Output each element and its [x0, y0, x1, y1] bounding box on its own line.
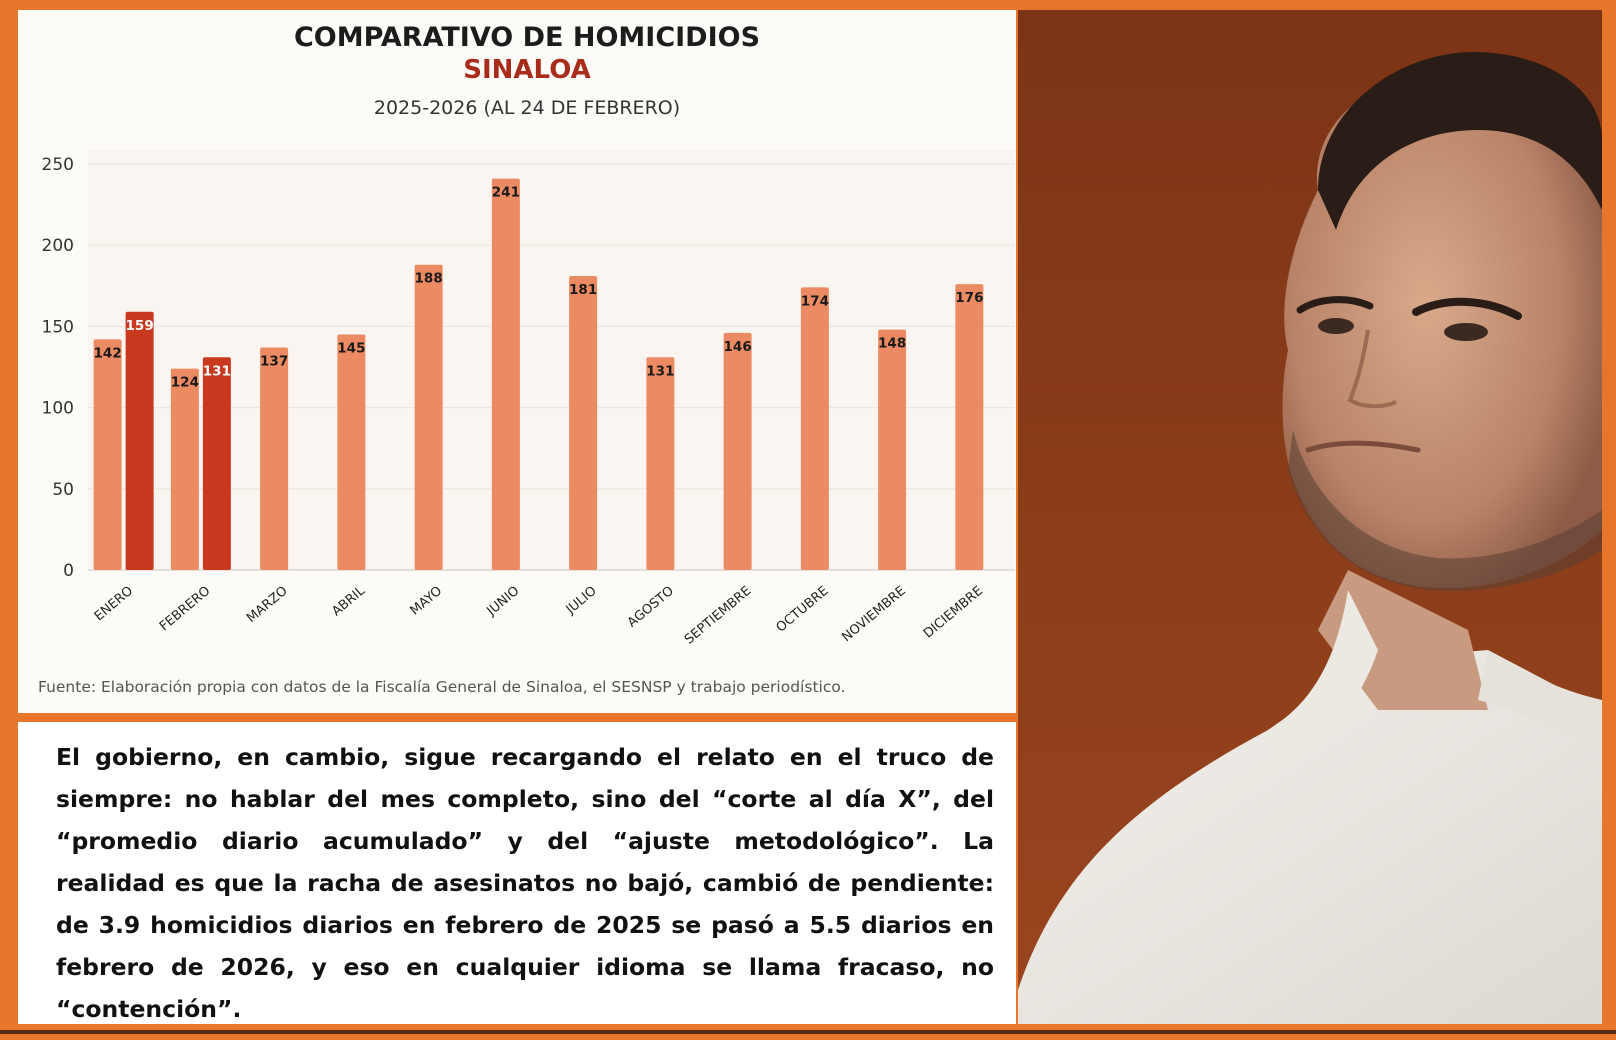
y-tick-label: 200 [41, 236, 74, 257]
chart-subtitle: SINALOA [463, 55, 591, 85]
bar-2025 [171, 369, 199, 570]
bar-2025 [955, 284, 983, 570]
data-label-2025: 174 [800, 293, 829, 310]
x-tick-label: MARZO [244, 583, 291, 627]
bar-2025 [337, 335, 365, 570]
data-label-2025: 146 [723, 338, 752, 355]
x-tick-label: DICIEMBRE [920, 583, 986, 642]
data-label-2025: 181 [569, 282, 598, 299]
y-tick-label: 50 [52, 479, 74, 500]
data-label-2025: 148 [878, 335, 907, 352]
bar-chart [0, 0, 1018, 700]
x-tick-label: JULIO [563, 583, 600, 618]
data-label-2025: 137 [260, 353, 289, 370]
bar-2025 [492, 179, 520, 570]
x-tick-label: ENERO [91, 583, 137, 625]
portrait-illustration [1018, 10, 1602, 1024]
data-label-2026: 159 [125, 317, 154, 334]
x-tick-label: AGOSTO [624, 583, 677, 631]
x-tick-label: FEBRERO [156, 583, 214, 635]
body-paragraph: El gobierno, en cambio, sigue recargando el relato en el truco de siempre: no hablar del mes completo, sino del “corte al día X”, del “promedio diario acumulado” y del “ajuste metodológico”. La realidad es que la racha de asesinatos no bajó, cambió de pendiente: de 3.9 homicidios diarios en febrero de 2025 se pasó a 5.5 diarios en febrero de 2026, y eso en cualquier idioma se llama fracaso, no “contención”. [56, 743, 994, 1023]
bar-2025 [94, 339, 122, 570]
chart-period: 2025-2026 (AL 24 DE FEBRERO) [373, 97, 681, 119]
bar-2025 [801, 287, 829, 570]
chart-title: COMPARATIVO DE HOMICIDIOS [293, 22, 761, 53]
bar-2025 [260, 348, 288, 570]
data-label-2025: 142 [93, 345, 122, 362]
x-tick-label: JUNIO [484, 583, 523, 619]
bar-2025 [415, 265, 443, 570]
data-label-2025: 145 [337, 340, 366, 357]
data-label-2025: 124 [170, 374, 199, 391]
data-label-2025: 176 [955, 290, 984, 307]
x-tick-label: OCTUBRE [773, 583, 832, 636]
bottom-divider [0, 1030, 1616, 1034]
data-label-2025: 241 [491, 184, 520, 201]
portrait-photo [1018, 10, 1602, 1024]
bar-2025 [569, 276, 597, 570]
y-tick-label: 250 [41, 155, 74, 175]
x-tick-label: ABRIL [329, 583, 368, 620]
source-note: Fuente: Elaboración propia con datos de la Fiscalía General de Sinaloa, el SESNSP y trabajo periodístico. [38, 678, 846, 696]
bar-2025 [878, 330, 906, 570]
bar-2026 [203, 357, 231, 570]
y-tick-label: 150 [41, 317, 74, 338]
data-label-2025: 131 [646, 363, 675, 380]
bar-2026 [126, 312, 154, 570]
x-tick-label: SEPTIEMBRE [681, 583, 755, 648]
y-tick-label: 100 [41, 398, 74, 419]
bar-2025 [646, 357, 674, 570]
data-label-2026: 131 [202, 363, 231, 380]
bar-2025 [724, 333, 752, 570]
y-tick-label: 0 [63, 561, 74, 581]
data-label-2025: 188 [414, 270, 443, 287]
x-tick-label: MAYO [407, 583, 446, 619]
x-tick-label: NOVIEMBRE [839, 583, 909, 646]
